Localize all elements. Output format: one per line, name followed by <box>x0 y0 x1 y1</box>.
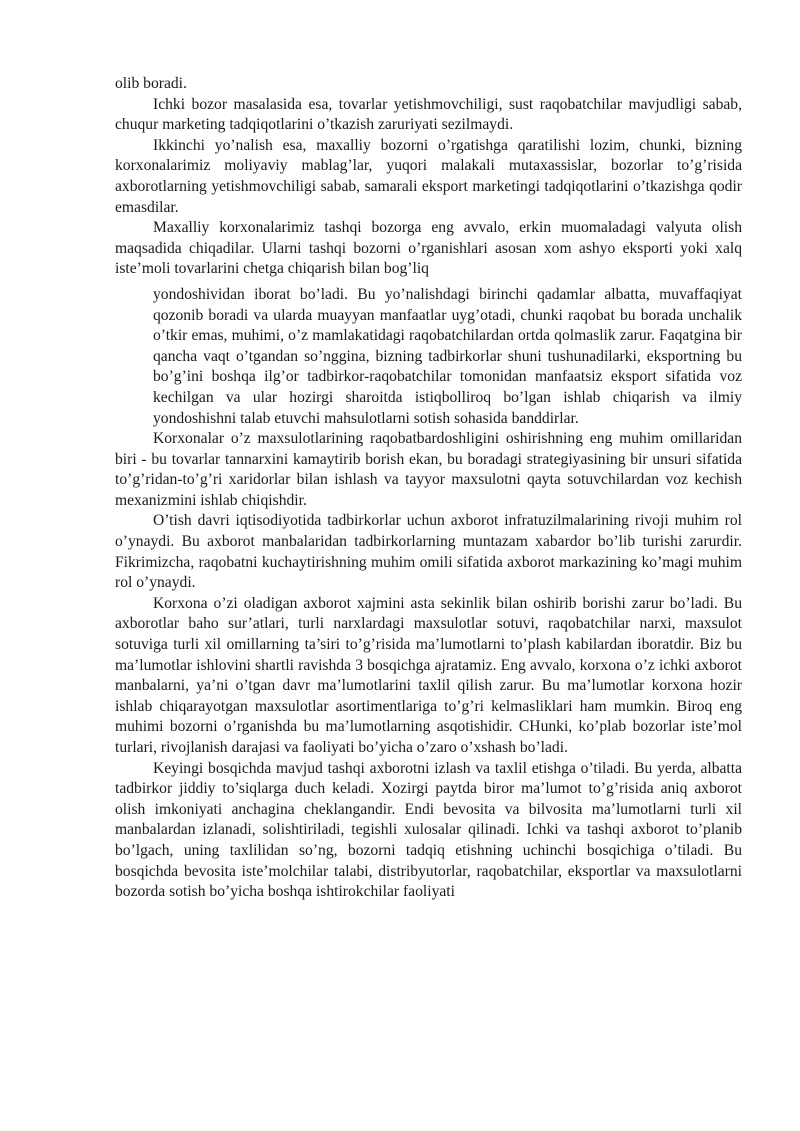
paragraph-local-enterprises: Maxalliy korxonalarimiz tashqi bozorga eng avvalo, erkin muomaladagi valyuta olish maqsadida chiqadilar. Ularni tashqi bozorni o’rganishlari asosan xom ashyo eksporti yoki xalq iste’moli tovarlarini chetga chiqarish bilan bog’liq <box>115 219 742 278</box>
paragraph-competitiveness: Korxonalar o’z maxsulotlarining raqobatbardoshligini oshirishning eng muhim omillaridan biri - bu tovarlar tannarxini kamaytirib borish ekan, bu boradagi strategiyasining bir unsuri sifatida to’g’ridan-to’g’ri xaridorlar bilan ishlash va tayyor maxsulotni qayta sotuvchilardan voz kechish mexanizmini ishlab chiqishdir. <box>115 430 742 509</box>
paragraph-continuation: olib boradi. <box>115 75 187 92</box>
paragraph-information-volume: Korxona o’zi oladigan axborot xajmini asta sekinlik bilan oshirib borishi zarur bo’ladi. Bu axborotlar baho sur’atlari, turli narxlardagi maxsulotlar sotuvi, raqobatchilar narxi, maxsulot sotuviga turli xil omillarning ta’siri to’g’risida ma’lumotlarni to’plash kabilardan iboratdir. Biz bu ma’lumotlar ishlovini shartli ravishda 3 bosqichga ajratamiz. Eng avvalo, korxona o’z ichki axborot manbalarni, ya’ni o’tgan davr ma’lumotlarini taxlil qilish zarur. Bu ma’lumotlar korxona hozir ishlab chiqarayotgan maxsulotlar asortimentlariga to’g’ri kelmasliklari ham mumkin. Biroq eng muhimi bozorni o’rganishda bu ma’lumotlarning asqotishidir. CHunki, ko’plab bozorlar iste’mol turlari, rivojlanish darajasi va faoliyati bo’yicha o’zaro o’xshash bo’ladi. <box>115 594 742 756</box>
paragraph-second-direction: Ikkinchi yo’nalish esa, maxalliy bozorni o’rgatishga qaratilishi lozim, chunki, bizning korxonalarimiz moliyaviy mablag’lar, yuqori malakali mutaxassislar, bozorlar to’g’risida axborotlarning yetishmovchiligi sabab, samarali eksport marketingi tadqiqotlarini o’tkazishga qodir emasdilar. <box>115 136 742 216</box>
paragraph-transition-economy: O’tish davri iqtisodiyotida tadbirkorlar uchun axborot infratuzilmalarining rivoji muhim rol o’ynaydi. Bu axborot manbalaridan tadbirkorlarning muntazam xabardor bo’lib turishi zarurdir. Fikrimizcha, raqobatni kuchaytirishning muhim omili sifatida axborot markazining ko’magi muhim rol o’ynaydi. <box>115 512 742 592</box>
paragraph-internal-market: Ichki bozor masalasida esa, tovarlar yetishmovchiligi, sust raqobatchilar mavjudligi sabab, chuqur marketing tadqiqotlarini o’tkazish zaruriyati sezilmaydi. <box>115 95 742 134</box>
document-page <box>115 74 742 903</box>
paragraph-approach: yondoshividan iborat bo’ladi. Bu yo’nalishdagi birinchi qadamlar albatta, muvaffaqiyat qozonib boradi va ularda muayyan manfaatlar uyg’otadi, chunki raqobat bu borada unchalik o’tkir emas, muhimi, o’z mamlakatidagi raqobatchilardan ortda qolmaslik zarur. Faqatgina bir qancha vaqt o’tgandan so’nggina, bizning tadbirkorlar shuni tushunadilarki, eksportning bu bo’g’ini boshqa ilg’or tadbirkor-raqobatchilar tomonidan manfaatsiz eksport sifatida voz kechilgan va ular hozirgi sharoitda istiqbolliroq bo’lgan ishlab chiqarish va ilmiy yondoshishni talab etuvchi mahsulotlarni sotish sohasida banddirlar. <box>153 285 742 427</box>
paragraph-next-stage: Keyingi bosqichda mavjud tashqi axborotni izlash va taxlil etishga o’tiladi. Bu yerda, albatta tadbirkor jiddiy to’siqlarga duch keladi. Xozirgi paytda biror ma’lumot to’g’risida aniq axborot olish imkoniyati anchagina cheklangandir. Endi bevosita va bilvosita ma’lumotlarni turli xil manbalardan izlanadi, solishtiriladi, tegishli xulosalar qilinadi. Ichki va tashqi axborot to’planib bo’lgach, uning taxlilidan so’ng, bozorni tadqiq etishning uchinchi bosqichiga o’tiladi. Bu bosqichda bevosita iste’molchilar talabi, distribyutorlar, raqobatchilar, eksportlar va maxsulotlarni bozorda sotish bo’yicha boshqa ishtirokchilar faoliyati <box>115 759 742 901</box>
